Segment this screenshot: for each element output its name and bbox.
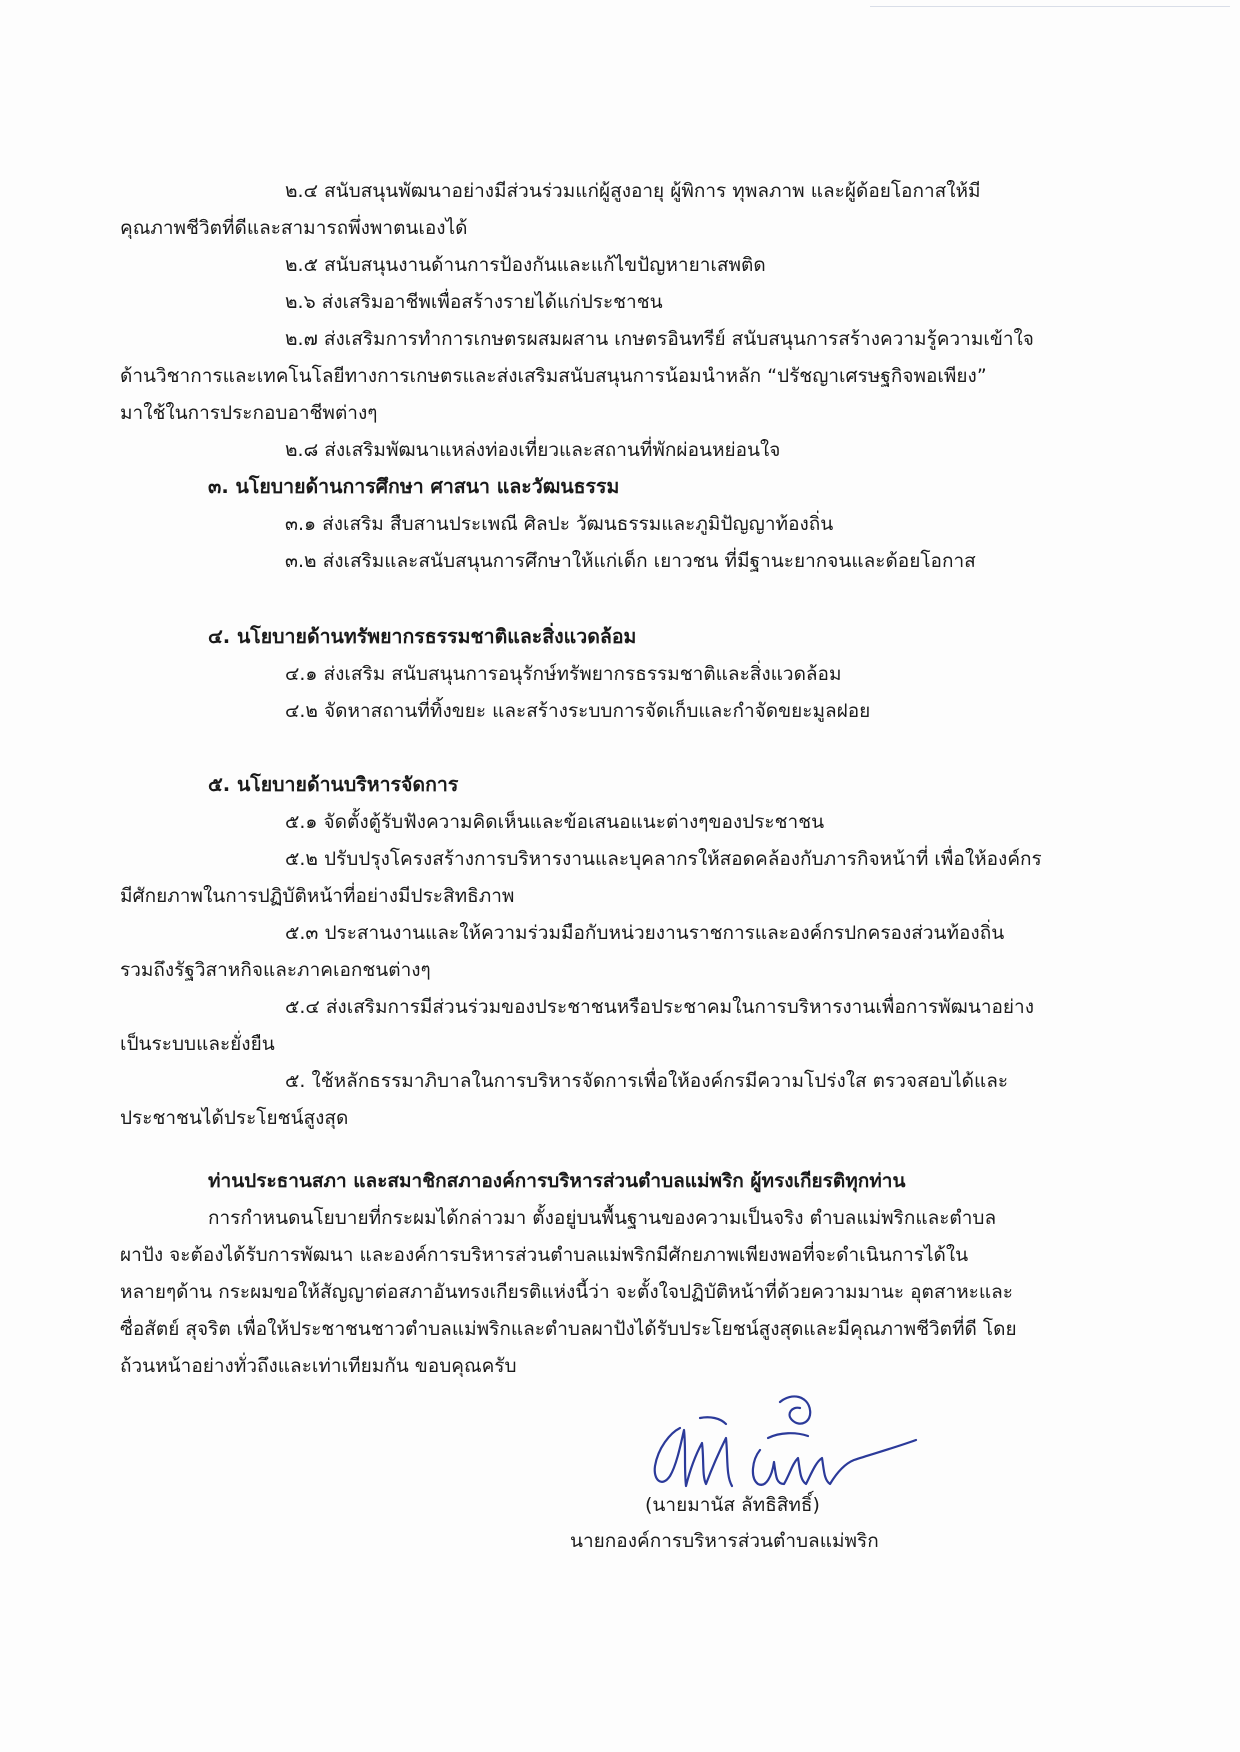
item-5-4-line2: เป็นระบบและยั่งยืน (120, 1033, 275, 1055)
closing-para-line3: หลายๆด้าน กระผมขอให้สัญญาต่อสภาอันทรงเกียรติแห่งนี้ว่า จะตั้งใจปฏิบัติหน้าที่ด้วยความมานะ อุตสาหะและ (120, 1281, 1013, 1303)
signature-ink (640, 1388, 940, 1498)
signatory-name: (นายมานัส ลัทธิสิทธิ์) (645, 1494, 820, 1516)
section-5-heading: ๕. นโยบายด้านบริหารจัดการ (208, 773, 459, 796)
item-4-1: ๔.๑ ส่งเสริม สนับสนุนการอนุรักษ์ทรัพยากรธรรมชาติและสิ่งแวดล้อม (285, 663, 842, 685)
section-3-heading: ๓. นโยบายด้านการศึกษา ศาสนา และวัฒนธรรม (208, 475, 620, 498)
item-2-5: ๒.๕ สนับสนุนงานด้านการป้องกันและแก้ไขปัญหายาเสพติด (285, 254, 766, 276)
item-5-5-line1: ๕. ใช้หลักธรรมาภิบาลในการบริหารจัดการเพื่อให้องค์กรมีความโปร่งใส ตรวจสอบได้และ (285, 1070, 1009, 1092)
item-4-2: ๔.๒ จัดหาสถานที่ทิ้งขยะ และสร้างระบบการจัดเก็บและกำจัดขยะมูลฝอย (285, 700, 871, 722)
item-5-5-line2: ประชาชนได้ประโยชน์สูงสุด (120, 1107, 349, 1129)
item-5-3-line2: รวมถึงรัฐวิสาหกิจและภาคเอกชนต่างๆ (120, 959, 431, 981)
item-3-1: ๓.๑ ส่งเสริม สืบสานประเพณี ศิลปะ วัฒนธรรมและภูมิปัญญาท้องถิ่น (285, 513, 834, 535)
item-5-2-line2: มีศักยภาพในการปฏิบัติหน้าที่อย่างมีประสิทธิภาพ (120, 885, 515, 907)
closing-para-line4: ซื่อสัตย์ สุจริต เพื่อให้ประชาชนชาวตำบลแม่พริกและตำบลผาปังได้รับประโยชน์สูงสุดและมีคุณภาพชีวิตที่ดี โดย (120, 1318, 1017, 1340)
item-5-1: ๕.๑ จัดตั้งตู้รับฟังความคิดเห็นและข้อเสนอแนะต่างๆของประชาชน (285, 811, 825, 833)
scan-edge-line (870, 6, 1230, 7)
signatory-title: นายกองค์การบริหารส่วนตำบลแม่พริก (570, 1530, 879, 1552)
item-2-8: ๒.๘ ส่งเสริมพัฒนาแหล่งท่องเที่ยวและสถานที่พักผ่อนหย่อนใจ (285, 439, 781, 461)
item-2-4-line2: คุณภาพชีวิตที่ดีและสามารถพึ่งพาตนเองได้ (120, 217, 468, 239)
closing-para-line5: ถ้วนหน้าอย่างทั่วถึงและเท่าเทียมกัน ขอบคุณครับ (120, 1355, 517, 1377)
item-5-2-line1: ๕.๒ ปรับปรุงโครงสร้างการบริหารงานและบุคลากรให้สอดคล้องกับภารกิจหน้าที่ เพื่อให้องค์กร (285, 848, 1042, 870)
closing-para-line2: ผาปัง จะต้องได้รับการพัฒนา และองค์การบริหารส่วนตำบลแม่พริกมีศักยภาพเพียงพอที่จะดำเนินการได้ใน (120, 1244, 969, 1266)
item-3-2: ๓.๒ ส่งเสริมและสนับสนุนการศึกษาให้แก่เด็ก เยาวชน ที่มีฐานะยากจนและด้อยโอกาส (285, 550, 976, 572)
item-2-4-line1: ๒.๔ สนับสนุนพัฒนาอย่างมีส่วนร่วมแก่ผู้สูงอายุ ผู้พิการ ทุพลภาพ และผู้ด้อยโอกาสให้มี (285, 180, 981, 202)
closing-address: ท่านประธานสภา และสมาชิกสภาองค์การบริหารส่วนตำบลแม่พริก ผู้ทรงเกียรติทุกท่าน (208, 1170, 906, 1192)
handwritten-signature (640, 1388, 940, 1498)
item-2-6: ๒.๖ ส่งเสริมอาชีพเพื่อสร้างรายได้แก่ประชาชน (285, 291, 663, 313)
item-5-3-line1: ๕.๓ ประสานงานและให้ความร่วมมือกับหน่วยงานราชการและองค์กรปกครองส่วนท้องถิ่น (285, 922, 1005, 944)
item-2-7-line3: มาใช้ในการประกอบอาชีพต่างๆ (120, 402, 378, 424)
section-4-heading: ๔. นโยบายด้านทรัพยากรธรรมชาติและสิ่งแวดล้อม (208, 625, 637, 648)
item-5-4-line1: ๕.๔ ส่งเสริมการมีส่วนร่วมของประชาชนหรือประชาคมในการบริหารงานเพื่อการพัฒนาอย่าง (285, 996, 1034, 1018)
closing-para-line1: การกำหนดนโยบายที่กระผมได้กล่าวมา ตั้งอยู่บนพื้นฐานของความเป็นจริง ตำบลแม่พริกและตำบล (208, 1207, 997, 1229)
item-2-7-line1: ๒.๗ ส่งเสริมการทำการเกษตรผสมผสาน เกษตรอินทรีย์ สนับสนุนการสร้างความรู้ความเข้าใจ (285, 328, 1034, 350)
item-2-7-line2: ด้านวิชาการและเทคโนโลยีทางการเกษตรและส่งเสริมสนับสนุนการน้อมนำหลัก “ปรัชญาเศรษฐกิจพอเพียง” (120, 365, 987, 387)
